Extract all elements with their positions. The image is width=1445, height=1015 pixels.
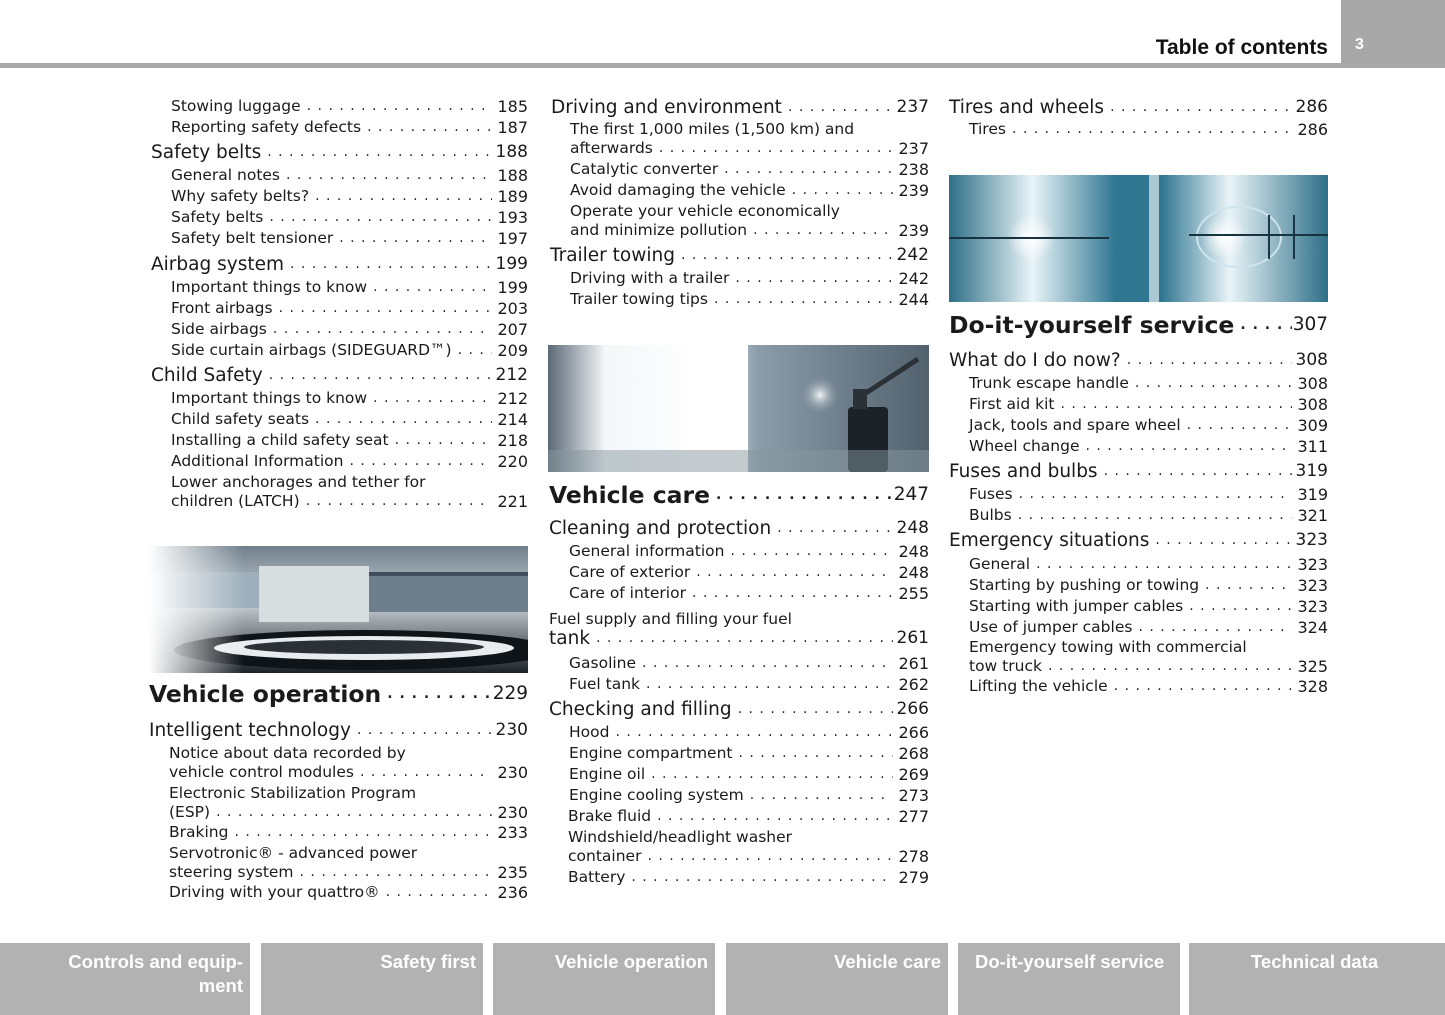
dot-leader [1036, 555, 1292, 574]
toc-entry[interactable] [171, 320, 528, 339]
toc-page-number: 218 [497, 431, 528, 450]
toc-section-do-it-yourself-service[interactable] [949, 311, 1328, 339]
toc-page-number: 187 [497, 118, 528, 137]
toc-entry[interactable] [169, 863, 528, 882]
toc-page-number: 199 [497, 278, 528, 297]
toc-page-number: 286 [1295, 97, 1328, 117]
toc-page-number: 248 [898, 542, 929, 561]
toc-entry-title: What do I do now? [949, 350, 1121, 371]
toc-entry[interactable] [568, 868, 929, 887]
toc-entry[interactable] [569, 765, 929, 784]
dot-leader [306, 492, 492, 511]
dot-leader [714, 290, 893, 309]
toc-page-number: 266 [896, 699, 929, 719]
light-bulb-photo [949, 175, 1328, 302]
dot-leader [1189, 597, 1292, 616]
dot-leader [373, 389, 492, 408]
dot-leader [1135, 374, 1292, 393]
toc-entry[interactable] [570, 269, 929, 288]
dot-leader [596, 629, 893, 648]
toc-page-number: 197 [497, 229, 528, 248]
toc-entry-title: Electronic Stabilization Program [169, 784, 417, 802]
toc-entry[interactable] [570, 181, 929, 200]
toc-entry[interactable] [550, 246, 929, 265]
toc-entry[interactable] [171, 452, 528, 471]
dot-leader [738, 700, 893, 719]
toc-entry[interactable] [549, 700, 929, 719]
toc-entry[interactable] [171, 410, 528, 429]
header-rule [0, 63, 1445, 68]
dot-leader [307, 97, 492, 116]
toc-entry[interactable] [969, 618, 1328, 637]
toc-page-number: 319 [1297, 485, 1328, 504]
toc-entry[interactable] [969, 576, 1328, 595]
toc-entry-title: Care of interior [569, 584, 686, 602]
toc-entry-title: General [969, 555, 1031, 573]
dot-leader [1086, 437, 1293, 456]
dot-leader [279, 299, 492, 318]
toc-entry[interactable] [569, 542, 929, 561]
toc-page-number: 323 [1295, 530, 1328, 550]
dot-leader [735, 269, 893, 288]
toc-page-number: 248 [896, 518, 929, 538]
toc-entry-title: Driving with your quattro® [169, 883, 380, 901]
toc-entry[interactable] [969, 485, 1328, 504]
toc-entry[interactable] [949, 98, 1328, 117]
toc-page-number: 273 [898, 786, 929, 805]
toc-entry-title: Lifting the vehicle [969, 677, 1108, 695]
toc-entry-title: Emergency towing with commercial [969, 638, 1247, 656]
tab-label: Do-it-yourself service [975, 951, 1165, 972]
toc-entry-title: Tires [969, 120, 1006, 138]
dot-leader [290, 255, 492, 274]
toc-entry-title: Vehicle care [549, 481, 711, 509]
dot-leader [1048, 657, 1292, 676]
toc-page-number: 321 [1297, 506, 1328, 525]
toc-page-number: 278 [898, 847, 929, 866]
toc-page-number: 185 [497, 97, 528, 116]
toc-entry[interactable] [171, 389, 528, 408]
toc-entry[interactable] [969, 677, 1328, 696]
toc-entry[interactable] [570, 221, 929, 240]
toc-page-number: 323 [1297, 597, 1328, 616]
tab-vehicle-operation[interactable] [493, 943, 715, 1015]
toc-entry-title: Cleaning and protection [549, 518, 772, 539]
dot-leader [631, 868, 893, 887]
toc-page-number: 286 [1297, 120, 1328, 139]
toc-entry-title: Fuses [969, 485, 1013, 503]
dot-leader [1110, 98, 1292, 117]
toc-entry[interactable] [171, 229, 528, 248]
toc-entry[interactable] [171, 166, 528, 185]
toc-entry-title: Important things to know [171, 389, 368, 407]
toc-entry[interactable] [568, 847, 929, 866]
dot-leader [724, 160, 893, 179]
dot-leader [360, 763, 492, 782]
toc-entry-title: Bulbs [969, 506, 1012, 524]
toc-page-number: 203 [497, 299, 528, 318]
toc-entry[interactable] [969, 395, 1328, 414]
toc-section-vehicle-operation[interactable] [149, 680, 528, 708]
toc-entry[interactable] [171, 492, 528, 511]
dot-leader [339, 229, 492, 248]
dot-leader [357, 721, 492, 740]
dot-leader [1114, 677, 1292, 696]
toc-page-number: 319 [1295, 461, 1328, 481]
toc-entry[interactable] [151, 366, 528, 385]
toc-page-number: 255 [898, 584, 929, 603]
toc-page-number: 207 [497, 320, 528, 339]
toc-entry-title: tank [549, 628, 591, 649]
dot-leader [367, 118, 492, 137]
toc-entry[interactable] [569, 744, 929, 763]
toc-entry-title: Engine compartment [569, 744, 733, 762]
toc-page-number: 262 [898, 675, 929, 694]
dot-leader [300, 863, 492, 882]
toc-entry-title: Emergency situations [949, 530, 1150, 551]
toc-page-number: 238 [898, 160, 929, 179]
toc-entry[interactable] [569, 723, 929, 742]
toc-page-number: 247 [893, 484, 929, 505]
dot-leader [1127, 351, 1292, 370]
toc-page-number: 248 [898, 563, 929, 582]
dot-leader [750, 786, 893, 805]
dot-leader [642, 654, 893, 673]
toc-entry[interactable] [171, 278, 528, 297]
page-number: 3 [1355, 36, 1364, 53]
toc-entry-title: Notice about data recorded by [169, 744, 406, 762]
toc-entry-title: Driving with a trailer [570, 269, 730, 287]
dot-leader [777, 519, 893, 538]
toc-entry-title: container [568, 847, 642, 865]
toc-entry-title: Care of exterior [569, 563, 691, 581]
toc-entry-title: Catalytic converter [570, 160, 719, 178]
dot-leader [1240, 311, 1292, 339]
dot-leader [615, 723, 893, 742]
tab-controls-and-equipment[interactable] [0, 943, 250, 1015]
dot-leader [386, 883, 492, 902]
dot-leader [387, 680, 492, 708]
toc-entry-title: Wheel change [969, 437, 1080, 455]
toc-entry-title: Do-it-yourself service [949, 311, 1235, 339]
dot-leader [315, 410, 492, 429]
toc-page-number: 307 [1292, 314, 1328, 335]
toc-page-number: 308 [1297, 374, 1328, 393]
toc-entry-title: The first 1,000 miles (1,500 km) and [570, 120, 855, 138]
toc-page-number: 328 [1297, 677, 1328, 696]
tab-label: Vehicle care [834, 951, 941, 972]
toc-page-number: 237 [896, 97, 929, 117]
toc-page-number: 233 [497, 823, 528, 842]
toc-entry-title: Airbag system [151, 254, 284, 275]
page-title: Table of contents [1155, 36, 1328, 59]
toc-entry-title: Fuel tank [569, 675, 641, 693]
dot-leader [730, 542, 893, 561]
toc-entry-title: Windshield/headlight washer [568, 828, 793, 846]
toc-entry[interactable] [568, 807, 929, 826]
toc-section-vehicle-care[interactable] [549, 481, 929, 509]
toc-entry-title: Fuses and bulbs [949, 461, 1098, 482]
dot-leader [267, 143, 492, 162]
toc-entry-title: Brake fluid [568, 807, 652, 825]
dot-leader [659, 139, 893, 158]
toc-page-number: 269 [898, 765, 929, 784]
dot-leader [792, 181, 893, 200]
toc-entry[interactable] [171, 431, 528, 450]
toc-entry[interactable] [569, 654, 929, 673]
toc-entry-title: First aid kit [969, 395, 1055, 413]
toc-page-number: 237 [898, 139, 929, 158]
toc-entry-title: Trailer towing [550, 245, 675, 266]
toc-entry-title: Installing a child safety seat [171, 431, 389, 449]
tab-label: Controls and equip- [68, 951, 243, 972]
toc-entry[interactable] [169, 803, 528, 822]
toc-entry-title: Hood [569, 723, 610, 741]
toc-page-number: 193 [497, 208, 528, 227]
toc-entry[interactable] [949, 351, 1328, 370]
dot-leader [273, 320, 492, 339]
dot-leader [269, 208, 492, 227]
toc-page-number: 308 [1297, 395, 1328, 414]
toc-page-number: 209 [497, 341, 528, 360]
toc-entry-title: Use of jumper cables [969, 618, 1133, 636]
toc-page-number: 235 [497, 863, 528, 882]
toc-page-number: 266 [898, 723, 929, 742]
toc-entry[interactable] [969, 437, 1328, 456]
toc-page-number: 309 [1297, 416, 1328, 435]
toc-entry[interactable] [949, 462, 1328, 481]
toc-page-number: 279 [898, 868, 929, 887]
toc-entry-title: Trailer towing tips [570, 290, 708, 308]
toc-entry[interactable] [569, 584, 929, 603]
tab-technical-data[interactable] [1189, 943, 1445, 1015]
dot-leader [1155, 531, 1292, 550]
oil-can-photo [548, 345, 929, 472]
toc-page-number: 323 [1297, 576, 1328, 595]
toc-entry[interactable] [549, 519, 929, 538]
toc-page-number: 239 [898, 221, 929, 240]
toc-entry[interactable] [969, 506, 1328, 525]
toc-page-number: 242 [898, 269, 929, 288]
toc-entry-title: Checking and filling [549, 699, 732, 720]
toc-entry[interactable] [969, 555, 1328, 574]
toc-entry-title: and minimize pollution [570, 221, 748, 239]
toc-page-number: 214 [497, 410, 528, 429]
toc-entry-title: Braking [169, 823, 229, 841]
toc-page-number: 277 [898, 807, 929, 826]
toc-page-number: 188 [495, 142, 528, 162]
toc-entry[interactable] [169, 763, 528, 782]
toc-entry-title: General notes [171, 166, 281, 184]
toc-entry-title: Fuel supply and filling your fuel [549, 610, 792, 628]
toc-page-number: 323 [1297, 555, 1328, 574]
toc-entry-title: afterwards [570, 139, 653, 157]
dot-leader [692, 584, 893, 603]
dot-leader [696, 563, 893, 582]
toc-page-number: 236 [497, 883, 528, 902]
toc-page-number: 261 [896, 628, 929, 648]
toc-page-number: 212 [495, 365, 528, 385]
toc-page-number: 188 [497, 166, 528, 185]
dot-leader [738, 744, 893, 763]
dot-leader [373, 278, 492, 297]
toc-entry[interactable] [151, 255, 528, 274]
dot-leader [269, 366, 492, 385]
dot-leader [315, 187, 492, 206]
toc-entry[interactable] [969, 416, 1328, 435]
toc-entry[interactable] [569, 563, 929, 582]
toc-entry[interactable] [569, 786, 929, 805]
toc-page-number: 268 [898, 744, 929, 763]
toc-entry-title: children (LATCH) [171, 492, 300, 510]
toc-entry-title: Engine oil [569, 765, 646, 783]
toc-page-number: 199 [495, 254, 528, 274]
toc-page-number: 261 [898, 654, 929, 673]
toc-entry-title: steering system [169, 863, 294, 881]
toc-entry[interactable] [149, 721, 528, 740]
dot-leader [286, 166, 492, 185]
dot-leader [458, 341, 492, 360]
toc-entry-title: Tires and wheels [949, 97, 1105, 118]
toc-entry-title: Gasoline [569, 654, 637, 672]
dot-leader [1060, 395, 1292, 414]
dot-leader [651, 765, 893, 784]
dot-leader [681, 246, 893, 265]
toc-entry-title: Safety belt tensioner [171, 229, 334, 247]
toc-page-number: 229 [492, 683, 528, 704]
toc-entry-title: Driving and environment [551, 97, 782, 118]
toc-entry[interactable] [570, 160, 929, 179]
dot-leader [657, 807, 893, 826]
toc-entry-title: Intelligent technology [149, 720, 351, 741]
dot-leader [647, 847, 893, 866]
dot-leader [716, 481, 893, 509]
tab-label: Technical data [1251, 951, 1379, 972]
toc-entry-title: vehicle control modules [169, 763, 354, 781]
tab-vehicle-care[interactable] [726, 943, 948, 1015]
toc-entry[interactable] [171, 208, 528, 227]
dot-leader [1187, 416, 1292, 435]
toc-entry[interactable] [570, 139, 929, 158]
toc-entry-title: Why safety belts? [171, 187, 310, 205]
toc-entry[interactable] [171, 299, 528, 318]
toc-entry-title: Trunk escape handle [969, 374, 1129, 392]
toc-entry-title: (ESP) [169, 803, 211, 821]
toc-entry-title: Operate your vehicle economically [570, 202, 840, 220]
toc-entry[interactable] [151, 143, 528, 162]
toc-entry[interactable] [171, 341, 528, 360]
toc-entry-title: Engine cooling system [569, 786, 744, 804]
toc-entry[interactable] [549, 629, 929, 648]
toc-entry-title: Safety belts [151, 142, 262, 163]
toc-page-number: 221 [497, 492, 528, 511]
dot-leader [1018, 506, 1292, 525]
dot-leader [646, 675, 893, 694]
toc-entry-title: Vehicle operation [149, 680, 382, 708]
toc-entry-title: Additional Information [171, 452, 344, 470]
toc-page-number: 311 [1297, 437, 1328, 456]
toc-entry[interactable] [171, 118, 528, 137]
toc-entry-title: Reporting safety defects [171, 118, 362, 136]
toc-entry[interactable] [169, 823, 528, 842]
dot-leader [216, 803, 492, 822]
dot-leader [788, 98, 893, 117]
dot-leader [1138, 618, 1292, 637]
toc-entry-title: Avoid damaging the vehicle [570, 181, 786, 199]
toc-entry-title: Battery [568, 868, 626, 886]
tab-label: Vehicle operation [554, 951, 708, 972]
tab-safety-first[interactable] [261, 943, 483, 1015]
page-number-box [1341, 0, 1445, 68]
tab-label-continued: ment [198, 975, 243, 996]
toc-page-number: 244 [898, 290, 929, 309]
toc-entry[interactable] [969, 120, 1328, 139]
toc-entry[interactable] [570, 290, 929, 309]
toc-page-number: 230 [497, 803, 528, 822]
toc-page-number: 325 [1297, 657, 1328, 676]
tab-label: Safety first [380, 951, 476, 972]
toc-entry[interactable] [569, 675, 929, 694]
toc-entry[interactable] [949, 531, 1328, 550]
toc-page-number: 324 [1297, 618, 1328, 637]
toc-entry-title: Lower anchorages and tether for [171, 473, 426, 491]
dot-leader [234, 823, 492, 842]
dot-leader [1012, 120, 1292, 139]
dot-leader [1205, 576, 1292, 595]
toc-page-number: 220 [497, 452, 528, 471]
toc-entry-title: Safety belts [171, 208, 264, 226]
dot-leader [349, 452, 492, 471]
toc-page-number: 212 [497, 389, 528, 408]
toc-page-number: 230 [497, 763, 528, 782]
toc-entry[interactable] [169, 883, 528, 902]
toc-entry-title: Important things to know [171, 278, 368, 296]
toc-page-number: 242 [896, 245, 929, 265]
dot-leader [395, 431, 492, 450]
toc-page-number: 239 [898, 181, 929, 200]
toc-entry-title: Stowing luggage [171, 97, 301, 115]
toc-entry-title: Side airbags [171, 320, 267, 338]
toc-entry-title: General information [569, 542, 725, 560]
toc-page-number: 189 [497, 187, 528, 206]
toc-entry-title: Side curtain airbags (SIDEGUARD™) [171, 341, 452, 359]
toc-entry-title: Child safety seats [171, 410, 310, 428]
toc-entry[interactable] [171, 187, 528, 206]
toc-entry-title: tow truck [969, 657, 1042, 675]
dot-leader [1019, 485, 1292, 504]
toc-entry[interactable] [171, 97, 528, 116]
dot-leader [753, 221, 893, 240]
toc-entry-title: Servotronic® - advanced power [169, 844, 418, 862]
toc-entry[interactable] [969, 657, 1328, 676]
toc-page-number: 230 [495, 720, 528, 740]
toc-page-number: 308 [1295, 350, 1328, 370]
toc-entry-title: Jack, tools and spare wheel [969, 416, 1181, 434]
dot-leader [1104, 462, 1292, 481]
wheel-road-photo [149, 546, 528, 673]
toc-entry-title: Starting with jumper cables [969, 597, 1184, 615]
toc-entry-title: Starting by pushing or towing [969, 576, 1200, 594]
tab-do-it-yourself-service[interactable] [958, 943, 1180, 1015]
toc-entry[interactable] [551, 98, 929, 117]
toc-entry[interactable] [969, 374, 1328, 393]
toc-entry-title: Front airbags [171, 299, 273, 317]
toc-entry-title: Child Safety [151, 365, 263, 386]
toc-entry[interactable] [969, 597, 1328, 616]
